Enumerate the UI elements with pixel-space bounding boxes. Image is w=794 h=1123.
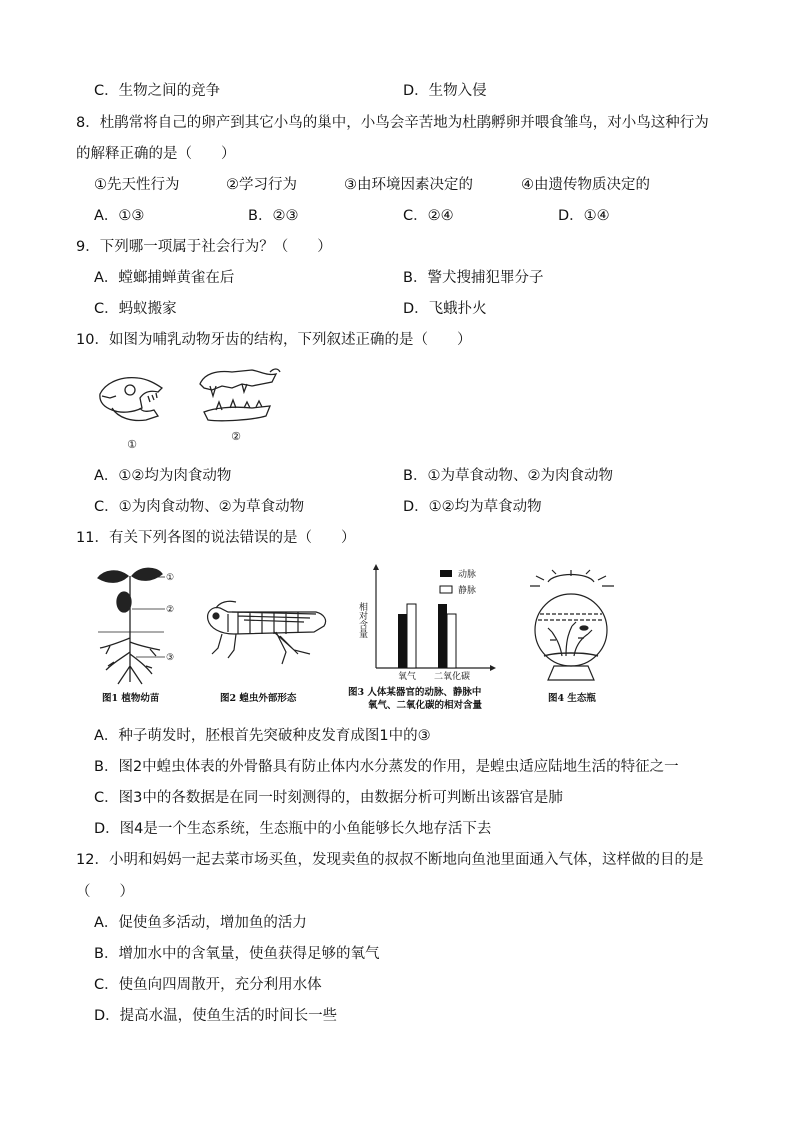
fig1-label-1: ① xyxy=(166,573,175,583)
q10-teeth-figure xyxy=(92,362,292,452)
herbivore-skull-illustration xyxy=(100,378,162,421)
fig3-caption-line2: 氧气、二氧化碳的相对含量 xyxy=(368,700,483,711)
grasshopper-illustration xyxy=(208,601,326,664)
q8-item-4: ④由遗传物质决定的 xyxy=(521,177,650,193)
fig4-caption: 图4 生态瓶 xyxy=(548,693,596,704)
q11-option-d: D．图4是一个生态系统，生态瓶中的小鱼能够长久地存活下去 xyxy=(94,821,492,837)
fig3-ylabel: 相对含量 xyxy=(357,602,367,638)
q9-stem: 9．下列哪一项属于社会行为？（ ） xyxy=(76,239,332,255)
q12-option-c: C．使鱼向四周散开，充分利用水体 xyxy=(94,977,322,993)
eco-bottle-illustration xyxy=(530,570,614,680)
q12-stem-line2: （ ） xyxy=(76,884,134,900)
q9-option-d: D．飞蛾扑火 xyxy=(403,301,487,317)
q11-option-b: B．图2中蝗虫体表的外骨骼具有防止体内水分蒸发的作用，是蝗虫适应陆地生活的特征之一 xyxy=(94,759,679,775)
legend-vein-label: 静脉 xyxy=(458,586,477,596)
fig1-label-3: ③ xyxy=(166,653,175,663)
q9-option-b: B．警犬搜捕犯罪分子 xyxy=(403,270,544,286)
q8-option-a: A．①③ xyxy=(94,208,145,224)
q10-option-d: D．①②均为草食动物 xyxy=(403,499,542,515)
q12-option-b: B．增加水中的含氧量，使鱼获得足够的氧气 xyxy=(94,946,380,962)
q8-stem-line2: 的解释正确的是（ ） xyxy=(76,146,236,162)
bar-o2-vein xyxy=(407,604,416,668)
fig1-label-2: ② xyxy=(166,605,175,615)
q8-stem-line1: 8．杜鹃常将自己的卵产到其它小鸟的巢中，小鸟会辛苦地为杜鹃孵卵并喂食雏鸟，对小鸟这种行为 xyxy=(76,115,709,131)
q8-item-2: ②学习行为 xyxy=(226,177,297,193)
fig3-caption-line1: 图3 人体某器官的动脉、静脉中 xyxy=(348,687,482,698)
q9-option-c: C．蚂蚁搬家 xyxy=(94,301,177,317)
q7-option-c: C．生物之间的竞争 xyxy=(94,83,221,99)
carnivore-skull-illustration xyxy=(200,369,280,421)
fig2-caption: 图2 蝗虫外部形态 xyxy=(220,693,297,704)
legend-artery-swatch xyxy=(440,570,452,577)
q7-option-d: D．生物入侵 xyxy=(403,83,487,99)
q10-stem: 10．如图为哺乳动物牙齿的结构，下列叙述正确的是（ ） xyxy=(76,332,472,348)
bar-co2-vein xyxy=(447,614,456,668)
legend-vein-swatch xyxy=(440,586,452,593)
q8-option-c: C．②④ xyxy=(403,208,454,224)
q11-stem: 11．有关下列各图的说法错误的是（ ） xyxy=(76,530,356,546)
q12-option-a: A．促使鱼多活动，增加鱼的活力 xyxy=(94,915,307,931)
q8-item-1: ①先天性行为 xyxy=(94,177,180,193)
q10-option-c: C．①为肉食动物、②为草食动物 xyxy=(94,499,305,515)
q11-fig1-seedling xyxy=(90,562,190,692)
q8-option-b: B．②③ xyxy=(248,208,299,224)
q10-label-1: ① xyxy=(127,438,137,451)
fig3-xlabel-co2: 二氧化碳 xyxy=(433,672,471,680)
q9-option-a: A．螳螂捕蝉黄雀在后 xyxy=(94,270,235,286)
q10-label-2: ② xyxy=(231,430,241,443)
q12-option-d: D．提高水温，使鱼生活的时间长一些 xyxy=(94,1008,338,1024)
q10-option-a: A．①②均为肉食动物 xyxy=(94,468,232,484)
q10-option-b: B．①为草食动物、②为肉食动物 xyxy=(403,468,613,484)
fig1-caption: 图1 植物幼苗 xyxy=(102,693,160,704)
q11-fig2-grasshopper xyxy=(198,598,332,668)
q11-fig3-chart xyxy=(352,560,512,680)
bar-o2-artery xyxy=(398,614,407,668)
bar-co2-artery xyxy=(438,604,447,668)
fig3-xlabel-o2: 氧气 xyxy=(397,672,417,680)
q11-option-a: A．种子萌发时，胚根首先突破种皮发育成图1中的③ xyxy=(94,728,431,744)
q8-option-d: D．①④ xyxy=(558,208,610,224)
legend-artery-label: 动脉 xyxy=(458,570,477,580)
q11-option-c: C．图3中的各数据是在同一时刻测得的，由数据分析可判断出该器官是肺 xyxy=(94,790,563,806)
q12-stem-line1: 12．小明和妈妈一起去菜市场买鱼，发现卖鱼的叔叔不断地向鱼池里面通入气体，这样做的目的是 xyxy=(76,852,704,868)
q11-fig4-eco-bottle xyxy=(526,568,618,686)
q8-item-3: ③由环境因素决定的 xyxy=(344,177,473,193)
seedling-illustration xyxy=(98,568,164,684)
